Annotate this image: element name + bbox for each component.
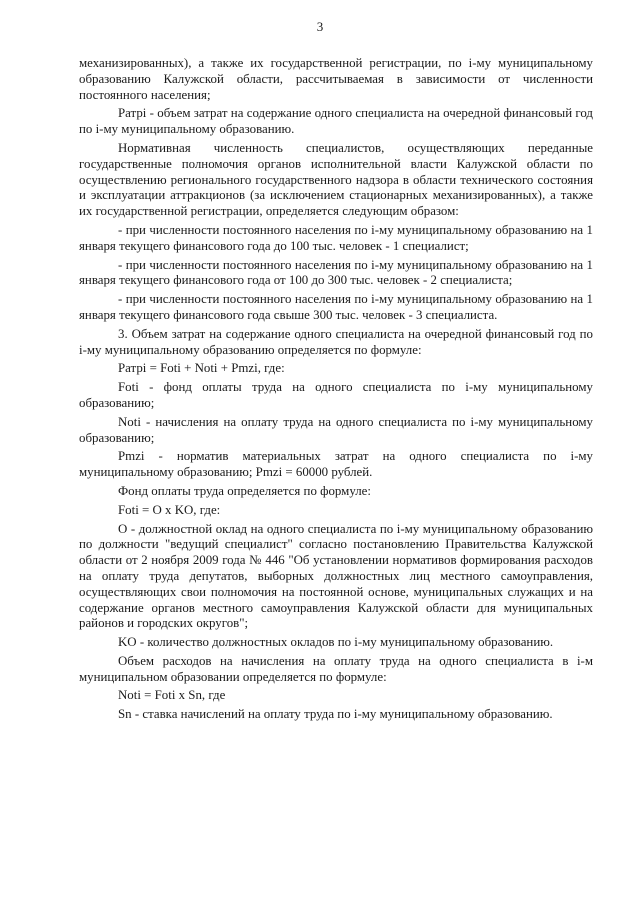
definition-o: O - должностной оклад на одного специалиста по i-му муниципальному образованию по должности "ведущий специалист" согласно постановлению Правительства Калужской области от 2 ноября 2009 года № 446 "Об установлении нормативов формирования расходов на оплату труда депутатов, выборных должностных лиц местного самоуправления, осуществляющих свои полномочия на постоянной основе, муниципальных служащих и на содержание органов местного самоуправления Калужской области для муниципальных районов и городских округов"; (79, 521, 593, 631)
paragraph-patri-definition: Pатрi - объем затрат на содержание одного специалиста на очередной финансовый год по i-му муниципальному образованию. (79, 106, 593, 137)
formula-patri: Pатрi = Foti + Noti + Pmzi, где: (118, 361, 285, 376)
definition-sn: Sn - ставка начислений на оплату труда по i-му муниципальному образованию. (118, 707, 553, 722)
formula-noti: Noti = Foti x Sn, где (118, 688, 226, 703)
page-number: 3 (316, 19, 324, 34)
paragraph-section-3: 3. Объем затрат на содержание одного специалиста на очередной финансовый год по i-му муниципальному образованию определяется по формуле: (79, 326, 593, 357)
paragraph-normative-headcount: Нормативная численность специалистов, осуществляющих переданные государственные полномочия органов исполнительной власти Калужской области по осуществлению регионального государственного надзора в области технического состояния и эксплуатации аттракционов (за исключением стационарных механизированных), а также их государственной регистрации, определяется следующим образом: (79, 140, 593, 219)
definition-noti: Noti - начисления на оплату труда на одного специалиста по i-му муниципальному образованию; (79, 414, 593, 445)
definition-foti: Foti - фонд оплаты труда на одного специалиста по i-му муниципальному образованию; (79, 380, 593, 410)
paragraph-wage-fund: Фонд оплаты труда определяется по формуле: (118, 483, 371, 498)
paragraph-continuation: механизированных), а также их государственной регистрации, по i-му муниципальному образованию Калужской области, рассчитываемая в зависимости от численности постоянного населения; (79, 56, 593, 102)
formula-foti: Foti = O x KO, где: (118, 502, 221, 517)
document-body (79, 56, 593, 726)
paragraph-accruals: Объем расходов на начисления на оплату труда на одного специалиста в i-м муниципальном образовании определяется по формуле: (79, 653, 593, 684)
list-item-under-100k: - при численности постоянного населения по i-му муниципальному образованию на 1 января текущего финансового года до 100 тыс. человек - 1 специалист; (79, 222, 593, 253)
definition-pmzi: Pmzi - норматив материальных затрат на одного специалиста по i-му муниципальному образованию; Pmzi = 60000 рублей. (79, 449, 593, 480)
list-item-over-300k: - при численности постоянного населения по i-му муниципальному образованию на 1 января текущего финансового года свыше 300 тыс. человек - 3 специалиста. (79, 292, 593, 322)
definition-ko: KO - количество должностных окладов по i-му муниципальному образованию. (118, 635, 554, 650)
list-item-100k-300k: - при численности постоянного населения по i-му муниципальному образованию на 1 января текущего финансового года от 100 до 300 тыс. человек - 2 специалиста; (79, 257, 593, 288)
